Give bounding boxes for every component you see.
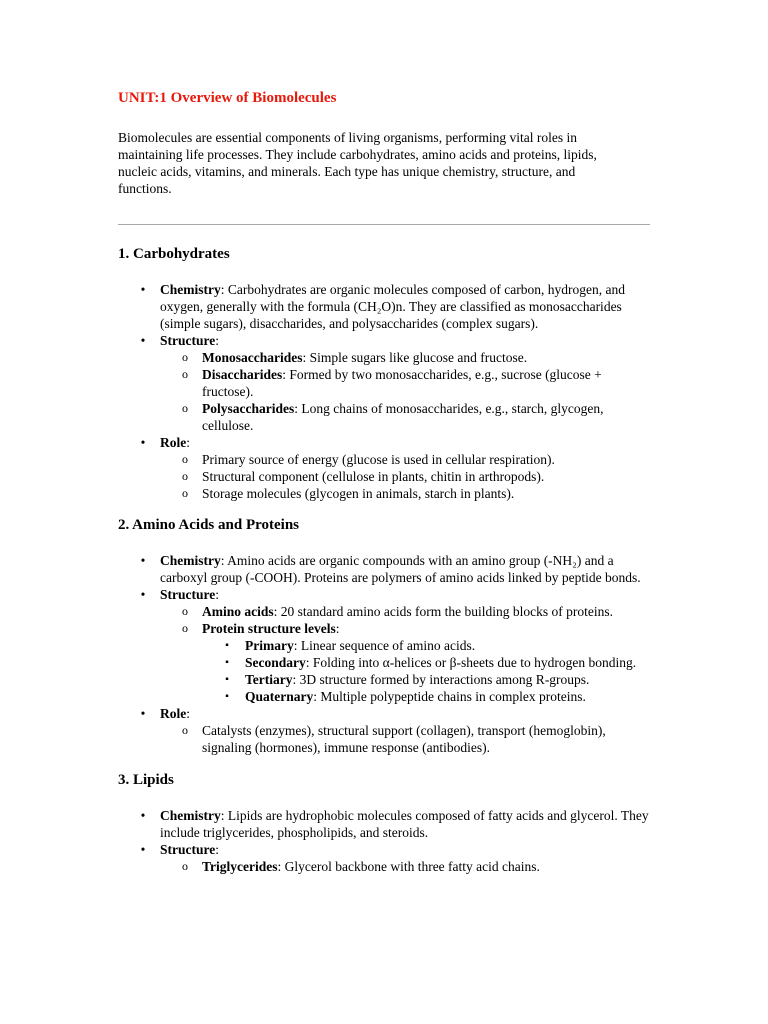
list-item-chemistry — [118, 552, 650, 586]
term-label: Primary — [245, 638, 294, 653]
list-item — [160, 722, 650, 756]
item-text: : Long chains of monosaccharides, e.g., starch, glycogen, cellulose. — [202, 401, 604, 433]
term-label: Disaccharides — [202, 367, 283, 382]
list-item-role — [118, 434, 650, 502]
list-item — [202, 654, 650, 671]
list-item — [160, 603, 650, 620]
term-label: Protein structure levels — [202, 621, 336, 636]
list-item-role — [118, 705, 650, 756]
bullet-list — [118, 807, 650, 875]
sub-list — [160, 451, 650, 502]
term-label: Structure — [160, 587, 216, 602]
circle-bullet-icon: o — [182, 452, 188, 466]
item-text: : — [186, 706, 191, 721]
item-text: : — [215, 587, 220, 602]
item-text: : Carbohydrates are organic molecules composed of carbon, hydrogen, and oxygen, generally with the formula (CH₂O)n. They are classified as monosaccharides (simple sugars), disaccharides, and polysaccharides (complex sugars). — [160, 282, 625, 331]
circle-bullet-icon: o — [182, 401, 188, 415]
bullet-icon: • — [140, 553, 146, 568]
circle-bullet-icon: o — [182, 469, 188, 483]
list-item-chemistry — [118, 807, 650, 841]
section-title: 1. Carbohydrates — [118, 246, 230, 262]
list-item — [160, 858, 650, 875]
item-text: : Simple sugars like glucose and fructose. — [302, 350, 528, 365]
item-text: : — [335, 621, 340, 636]
item-text: Storage molecules (glycogen in animals, starch in plants). — [202, 486, 515, 501]
sub-list — [160, 722, 650, 756]
term-label: Monosaccharides — [202, 350, 303, 365]
list-item — [160, 468, 650, 485]
circle-bullet-icon: o — [182, 859, 188, 873]
item-text: : Amino acids are organic compounds with an amino group (-NH₂) and a carboxyl group (-COOH). Proteins are polymers of amino acids linked by peptide bonds. — [160, 553, 641, 585]
square-bullet-icon: ▪ — [225, 674, 229, 685]
list-item — [160, 366, 650, 400]
item-text: Primary source of energy (glucose is used in cellular respiration). — [202, 452, 555, 467]
list-item-structure — [118, 332, 650, 434]
term-label: Quaternary — [245, 689, 314, 704]
list-item-structure — [118, 841, 650, 875]
term-label: Polysaccharides — [202, 401, 295, 416]
list-item — [160, 485, 650, 502]
item-text: : — [215, 333, 220, 348]
section-title: 2. Amino Acids and Proteins — [118, 517, 300, 533]
list-item — [202, 671, 650, 688]
section-amino-acids-proteins — [118, 516, 650, 756]
circle-bullet-icon: o — [182, 367, 188, 381]
term-label: Role — [160, 706, 187, 721]
item-text: : Folding into α-helices or β-sheets due to hydrogen bonding. — [305, 655, 637, 670]
sub-sub-list — [202, 637, 650, 705]
item-text: : — [186, 435, 191, 450]
list-item — [160, 400, 650, 434]
list-item — [202, 637, 650, 654]
list-item — [160, 349, 650, 366]
circle-bullet-icon: o — [182, 350, 188, 364]
item-text: : Multiple polypeptide chains in complex proteins. — [313, 689, 586, 704]
circle-bullet-icon: o — [182, 723, 188, 737]
term-label: Chemistry — [160, 282, 221, 297]
term-label: Tertiary — [245, 672, 293, 687]
term-label: Secondary — [245, 655, 306, 670]
item-text: : Formed by two monosaccharides, e.g., sucrose (glucose + fructose). — [202, 367, 602, 399]
unit-title: UNIT:1 Overview of Biomolecules — [118, 90, 337, 106]
term-label: Triglycerides — [202, 859, 278, 874]
list-item — [160, 451, 650, 468]
bullet-icon: • — [140, 808, 146, 823]
bullet-icon: • — [140, 435, 146, 450]
bullet-icon: • — [140, 587, 146, 602]
item-text: Catalysts (enzymes), structural support (collagen), transport (hemoglobin), signaling (hormones), immune response (antibodies). — [202, 723, 606, 755]
section-lipids — [118, 771, 650, 875]
item-text: Structural component (cellulose in plants, chitin in arthropods). — [202, 469, 545, 484]
bullet-icon: • — [140, 282, 146, 297]
square-bullet-icon: ▪ — [225, 657, 229, 668]
circle-bullet-icon: o — [182, 486, 188, 500]
intro-paragraph: Biomolecules are essential components of living organisms, performing vital roles in maintaining life processes. They include carbohydrates, amino acids and proteins, lipids, nucleic acids, vitamins, and minerals. Each type has unique chemistry, structure, and functions. — [118, 130, 597, 196]
term-label: Structure — [160, 842, 216, 857]
bullet-icon: • — [140, 333, 146, 348]
square-bullet-icon: ▪ — [225, 640, 229, 651]
item-text: : 20 standard amino acids form the building blocks of proteins. — [273, 604, 613, 619]
item-text: : Lipids are hydrophobic molecules composed of fatty acids and glycerol. They include triglycerides, phospholipids, and steroids. — [160, 808, 649, 840]
term-label: Structure — [160, 333, 216, 348]
list-item — [202, 688, 650, 705]
horizontal-rule — [118, 224, 650, 225]
sub-list — [160, 858, 650, 875]
circle-bullet-icon: o — [182, 621, 188, 635]
bullet-list — [118, 281, 650, 502]
sub-list — [160, 349, 650, 434]
item-text: : Glycerol backbone with three fatty acid chains. — [277, 859, 540, 874]
term-label: Chemistry — [160, 808, 221, 823]
circle-bullet-icon: o — [182, 604, 188, 618]
section-carbohydrates — [118, 245, 650, 502]
square-bullet-icon: ▪ — [225, 691, 229, 702]
item-text: : Linear sequence of amino acids. — [293, 638, 476, 653]
item-text: : 3D structure formed by interactions among R-groups. — [292, 672, 590, 687]
term-label: Role — [160, 435, 187, 450]
list-item-structure — [118, 586, 650, 705]
term-label: Amino acids — [202, 604, 274, 619]
section-title: 3. Lipids — [118, 772, 174, 788]
bullet-icon: • — [140, 706, 146, 721]
sub-list — [160, 603, 650, 705]
list-item-chemistry — [118, 281, 650, 332]
bullet-list — [118, 552, 650, 756]
term-label: Chemistry — [160, 553, 221, 568]
bullet-icon: • — [140, 842, 146, 857]
item-text: : — [215, 842, 220, 857]
list-item — [160, 620, 650, 705]
